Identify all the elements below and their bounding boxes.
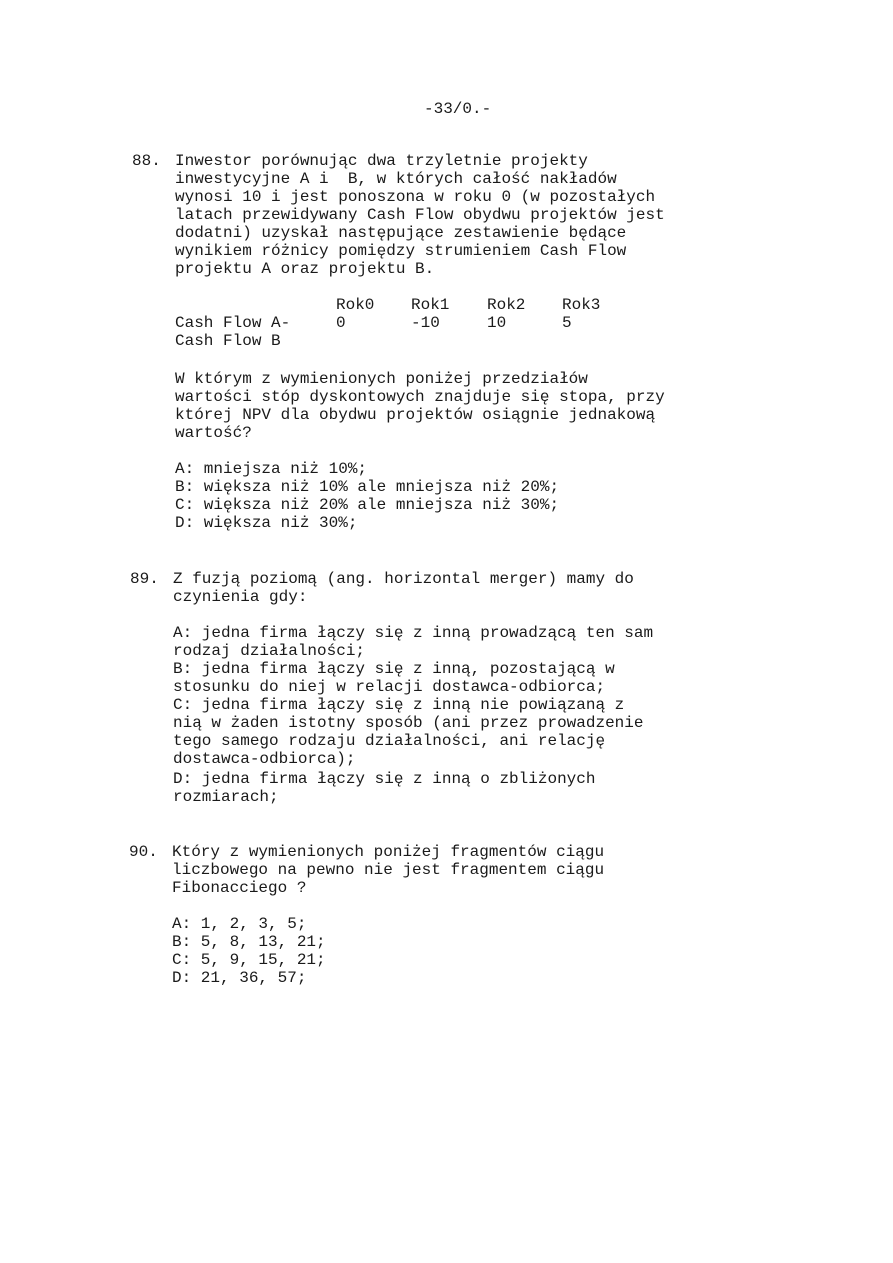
table-header: Rok0 xyxy=(336,296,375,314)
answer-option: C: 5, 9, 15, 21; xyxy=(172,951,326,969)
answer-option: tego samego rodzaju działalności, ani relację xyxy=(173,732,606,750)
question-text-line: czynienia gdy: xyxy=(173,588,308,606)
table-cell: 5 xyxy=(562,314,572,332)
answer-option: rozmiarach; xyxy=(173,788,279,806)
answer-option: B: większa niż 10% ale mniejsza niż 20%; xyxy=(175,478,560,496)
answer-option: A: mniejsza niż 10%; xyxy=(175,460,368,478)
table-cell: 0 xyxy=(336,314,346,332)
question-text-line: wynosi 10 i jest ponoszona w roku 0 (w pozostałych xyxy=(175,188,656,206)
question-text-line: Który z wymienionych poniżej fragmentów ciągu xyxy=(172,843,605,861)
question-text-line: liczbowego na pewno nie jest fragmentem ciągu xyxy=(172,861,605,879)
answer-option: nią w żaden istotny sposób (ani przez prowadzenie xyxy=(173,714,644,732)
table-row-label: Cash Flow A- xyxy=(175,314,291,332)
page-number: -33/0.- xyxy=(424,100,492,118)
question-text-line: Fibonacciego ? xyxy=(172,879,307,897)
table-header: Rok3 xyxy=(562,296,601,314)
question-text-line: wynikiem różnicy pomiędzy strumieniem Cash Flow xyxy=(175,242,627,260)
answer-option: A: jedna firma łączy się z inną prowadzącą ten sam xyxy=(173,624,654,642)
table-row-label: Cash Flow B xyxy=(175,332,281,350)
answer-option: C: jedna firma łączy się z inną nie powiązaną z xyxy=(173,696,625,714)
table-cell: -10 xyxy=(411,314,440,332)
table-header: Rok2 xyxy=(487,296,526,314)
prompt-line: której NPV dla obydwu projektów osiągnie jednakową xyxy=(175,406,656,424)
answer-option: stosunku do niej w relacji dostawca-odbiorca; xyxy=(173,678,606,696)
question-text-line: projektu A oraz projektu B. xyxy=(175,260,435,278)
question-88-number: 88. xyxy=(132,152,161,170)
prompt-line: wartości stóp dyskontowych znajduje się stopa, przy xyxy=(175,388,665,406)
question-90-number: 90. xyxy=(129,843,158,861)
answer-option: D: 21, 36, 57; xyxy=(172,969,307,987)
table-header: Rok1 xyxy=(411,296,450,314)
question-text-line: latach przewidywany Cash Flow obydwu projektów jest xyxy=(175,206,665,224)
answer-option: D: jedna firma łączy się z inną o zbliżonych xyxy=(173,770,596,788)
prompt-line: W którym z wymienionych poniżej przedziałów xyxy=(175,370,588,388)
answer-option: B: jedna firma łączy się z inną, pozostającą w xyxy=(173,660,615,678)
table-cell: 10 xyxy=(487,314,507,332)
answer-option: C: większa niż 20% ale mniejsza niż 30%; xyxy=(175,496,560,514)
answer-option: D: większa niż 30%; xyxy=(175,514,358,532)
answer-option: A: 1, 2, 3, 5; xyxy=(172,915,307,933)
question-text-line: Z fuzją poziomą (ang. horizontal merger) mamy do xyxy=(173,570,634,588)
answer-option: dostawca-odbiorca); xyxy=(173,750,356,768)
prompt-line: wartość? xyxy=(175,424,252,442)
question-text-line: dodatni) uzyskał następujące zestawienie będące xyxy=(175,224,627,242)
answer-option: B: 5, 8, 13, 21; xyxy=(172,933,326,951)
question-89-number: 89. xyxy=(130,570,159,588)
answer-option: rodzaj działalności; xyxy=(173,642,366,660)
question-text-line: Inwestor porównując dwa trzyletnie projekty xyxy=(175,152,588,170)
question-text-line: inwestycyjne A i B, w których całość nakładów xyxy=(175,170,617,188)
